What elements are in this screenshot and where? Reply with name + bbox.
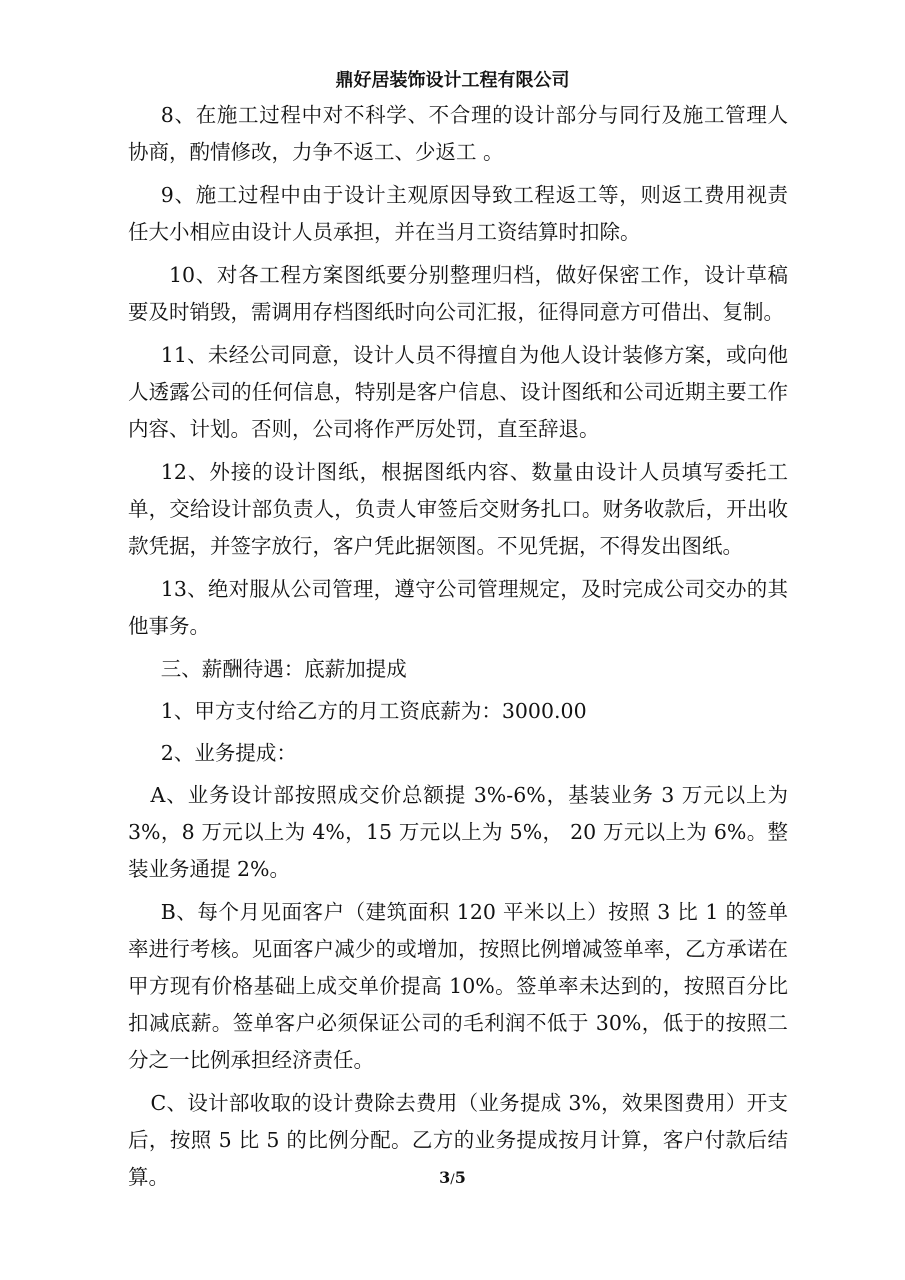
document-body <box>128 97 788 1202</box>
item-commission: 2、业务提成： <box>160 741 297 765</box>
page-total: 5 <box>454 1168 466 1187</box>
commission-rule-a: A、业务设计部按照成交价总额提 3%-6%，基装业务 3 万元以上为 3%，8 万元以上为 4%，15 万元以上为 5%， 20 万元以上为 6%。整装业务通提 2%。 <box>128 783 788 881</box>
clause-13: 13、绝对服从公司管理，遵守公司管理规定，及时完成公司交办的其他事务。 <box>128 577 788 638</box>
clause-10: 10、对各工程方案图纸要分别整理归档，做好保密工作，设计草稿要及时销毁，需调用存档图纸时向公司汇报，征得同意方可借出、复制。 <box>128 263 788 324</box>
page-current: 3 <box>439 1168 451 1187</box>
clause-11: 11、未经公司同意，设计人员不得擅自为他人设计装修方案，或向他人透露公司的任何信息，特别是客户信息、设计图纸和公司近期主要工作内容、计划。否则，公司将作严厉处罚，直至辞退。 <box>128 343 788 441</box>
commission-rule-b: B、每个月见面客户（建筑面积 120 平米以上）按照 3 比 1 的签单率进行考核。见面客户减少的或增加，按照比例增减签单率，乙方承诺在甲方现有价格基础上成交单价提高 10%。签单率未达到的，按照百分比扣减底薪。签单客户必须保证公司的毛利润不低于 30%，低于的按照二分之一比例承担经济责任。 <box>128 900 788 1072</box>
page-separator: / <box>450 1172 455 1187</box>
clause-12: 12、外接的设计图纸，根据图纸内容、数量由设计人员填写委托工单，交给设计部负责人，负责人审签后交财务扎口。财务收款后，开出收款凭据，并签字放行，客户凭此据领图。不见凭据，不得发出图纸。 <box>128 460 788 558</box>
item-base-salary: 1、甲方支付给乙方的月工资底薪为：3000.00 <box>160 699 587 723</box>
clause-8: 8、在施工过程中对不科学、不合理的设计部分与同行及施工管理人协商，酌情修改，力争不返工、少返工 。 <box>128 103 788 164</box>
clause-9: 9、施工过程中由于设计主观原因导致工程返工等，则返工费用视责任大小相应由设计人员承担，并在当月工资结算时扣除。 <box>128 183 788 244</box>
company-header: 鼎好居装饰设计工程有限公司 <box>335 70 570 91</box>
section-heading-salary: 三、薪酬待遇：底薪加提成 <box>160 657 407 681</box>
page-number <box>0 1168 905 1187</box>
commission-rule-c: C、设计部收取的设计费除去费用（业务提成 3%，效果图费用）开支后，按照 5 比 5 的比例分配。乙方的业务提成按月计算，客户付款后结算。 <box>128 1091 788 1189</box>
